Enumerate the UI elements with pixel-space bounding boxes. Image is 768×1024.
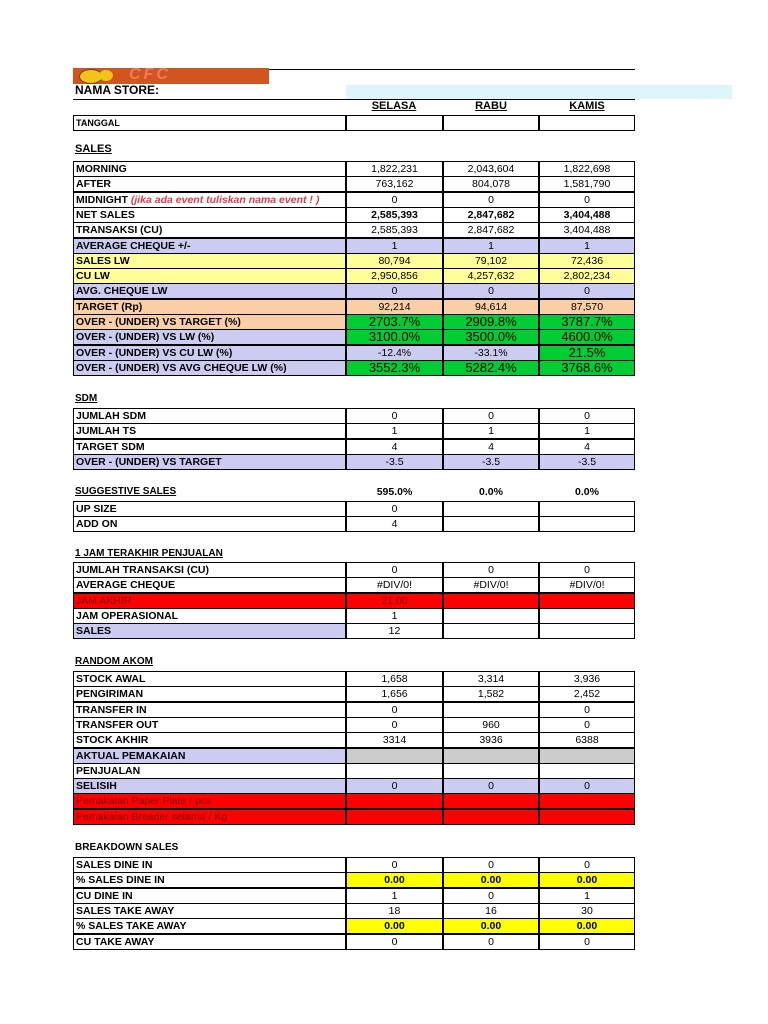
- row-label: TRANSFER OUT: [73, 717, 346, 733]
- value-cell: 1: [443, 238, 539, 254]
- value-cell: 0: [346, 934, 443, 950]
- value-cell: 804,078: [443, 176, 539, 192]
- value-cell: [443, 748, 539, 764]
- value-cell: 3314: [346, 732, 443, 748]
- row-label: AVERAGE CHEQUE +/-: [73, 238, 346, 254]
- value-cell: [539, 763, 635, 779]
- suggestive-label: SUGGESTIVE SALES: [75, 486, 177, 497]
- value-cell: 6388: [539, 732, 635, 748]
- section-sdm: SDM: [75, 393, 98, 404]
- value-cell: [539, 793, 635, 809]
- value-cell: 5282.4%: [443, 360, 539, 376]
- value-cell: 0: [539, 857, 635, 873]
- value-cell: 94,614: [443, 299, 539, 315]
- suggestive-value: 0.0%: [479, 486, 503, 498]
- value-cell: 1,581,790: [539, 176, 635, 192]
- tanggal-cell[interactable]: [539, 115, 635, 131]
- row-label: STOCK AKHIR: [73, 732, 346, 748]
- value-cell: 0.00: [443, 872, 539, 888]
- value-cell: 0: [539, 408, 635, 424]
- value-cell: 4: [443, 439, 539, 455]
- logo-text: CFC: [129, 66, 171, 83]
- value-cell: #DIV/0!: [346, 577, 443, 593]
- tanggal-cell[interactable]: [443, 115, 539, 131]
- value-cell: 1: [346, 423, 443, 439]
- row-label: TRANSFER IN: [73, 702, 346, 718]
- value-cell: 0: [443, 562, 539, 578]
- value-cell: 0: [346, 778, 443, 794]
- value-cell: [443, 763, 539, 779]
- value-cell: 0.00: [346, 918, 443, 934]
- value-cell: 80,794: [346, 253, 443, 269]
- value-cell: [346, 793, 443, 809]
- value-cell: 0.00: [539, 918, 635, 934]
- value-cell: 1: [346, 888, 443, 904]
- value-cell: 0: [539, 702, 635, 718]
- value-cell: [539, 809, 635, 825]
- value-cell: [346, 748, 443, 764]
- value-cell: 2,802,234: [539, 268, 635, 284]
- row-label: Pemakaian Paper Plate / pcs: [73, 793, 346, 809]
- suggestive-value: 0.0%: [575, 486, 599, 498]
- midnight-note: (jika ada event tuliskan nama event ! ): [130, 194, 320, 206]
- value-cell: -3.5: [539, 454, 635, 470]
- value-cell: 3768.6%: [539, 360, 635, 376]
- value-cell: [539, 593, 635, 609]
- row-label: JUMLAH TRANSAKSI (CU): [73, 562, 346, 578]
- value-cell: 2909.8%: [443, 314, 539, 330]
- row-label: NET SALES: [73, 207, 346, 223]
- value-cell: 1: [539, 888, 635, 904]
- value-cell: 79,102: [443, 253, 539, 269]
- value-cell: [539, 608, 635, 624]
- row-label: OVER - (UNDER) VS TARGET: [73, 454, 346, 470]
- store-label: NAMA STORE:: [75, 83, 159, 97]
- section-random-akom: RANDOM AKOM: [75, 656, 153, 667]
- value-cell: [443, 501, 539, 517]
- suggestive-value: 595.0%: [376, 486, 413, 498]
- value-cell: 1,582: [443, 686, 539, 702]
- value-cell: 3936: [443, 732, 539, 748]
- value-cell: 0.00: [346, 872, 443, 888]
- value-cell: [539, 516, 635, 532]
- brand-logo: [73, 68, 269, 84]
- value-cell: [443, 809, 539, 825]
- value-cell: [443, 516, 539, 532]
- value-cell: 3,314: [443, 671, 539, 687]
- value-cell: -3.5: [443, 454, 539, 470]
- value-cell: 0: [443, 408, 539, 424]
- row-label: JUMLAH TS: [73, 423, 346, 439]
- row-label: PENJUALAN: [73, 763, 346, 779]
- row-label: TARGET SDM: [73, 439, 346, 455]
- row-label: SALES LW: [73, 253, 346, 269]
- store-name-input[interactable]: [346, 85, 732, 99]
- row-label: AFTER: [73, 176, 346, 192]
- row-label: CU DINE IN: [73, 888, 346, 904]
- value-cell: 0: [443, 778, 539, 794]
- value-cell: [346, 763, 443, 779]
- value-cell: [539, 501, 635, 517]
- value-cell: [539, 748, 635, 764]
- row-label: PENGIRIMAN: [73, 686, 346, 702]
- value-cell: 2,950,856: [346, 268, 443, 284]
- value-cell: [443, 623, 539, 639]
- value-cell: 0: [346, 283, 443, 299]
- row-label: OVER - (UNDER) VS TARGET (%): [73, 314, 346, 330]
- value-cell: 0: [346, 408, 443, 424]
- day-header-selasa: SELASA: [371, 100, 417, 112]
- value-cell: 0: [443, 857, 539, 873]
- row-label: OVER - (UNDER) VS AVG CHEQUE LW (%): [73, 360, 346, 376]
- value-cell: [443, 608, 539, 624]
- value-cell: 18: [346, 903, 443, 919]
- value-cell: 0: [443, 888, 539, 904]
- value-cell: 4: [539, 439, 635, 455]
- value-cell: 1,658: [346, 671, 443, 687]
- row-label: Pemakaian Breader selama / Kg: [73, 809, 346, 825]
- value-cell: 2703.7%: [346, 314, 443, 330]
- value-cell: 0: [346, 192, 443, 208]
- value-cell: 0: [346, 717, 443, 733]
- header-rule: [269, 69, 635, 70]
- value-cell: #DIV/0!: [539, 577, 635, 593]
- value-cell: 1: [346, 608, 443, 624]
- row-label: AVG. CHEQUE LW: [73, 283, 346, 299]
- value-cell: 1: [539, 423, 635, 439]
- value-cell: 2,585,393: [346, 222, 443, 238]
- value-cell: 0: [346, 702, 443, 718]
- value-cell: [346, 809, 443, 825]
- value-cell: 3,936: [539, 671, 635, 687]
- value-cell: 21.00: [346, 593, 443, 609]
- value-cell: 2,847,682: [443, 222, 539, 238]
- value-cell: 16: [443, 903, 539, 919]
- row-label: TRANSAKSI (CU): [73, 222, 346, 238]
- row-label: % SALES TAKE AWAY: [73, 918, 346, 934]
- row-label: AKTUAL PEMAKAIAN: [73, 748, 346, 764]
- value-cell: 1: [443, 423, 539, 439]
- row-label: CU LW: [73, 268, 346, 284]
- row-label: % SALES DINE IN: [73, 872, 346, 888]
- value-cell: 21.5%: [539, 345, 635, 361]
- section-sales: SALES: [75, 143, 112, 155]
- row-label: MIDNIGHT (jika ada event tuliskan nama event ! ): [73, 192, 346, 208]
- value-cell: [443, 702, 539, 718]
- value-cell: -3.5: [346, 454, 443, 470]
- value-cell: 3552.3%: [346, 360, 443, 376]
- value-cell: 0: [539, 192, 635, 208]
- value-cell: 4,257,632: [443, 268, 539, 284]
- row-label: ADD ON: [73, 516, 346, 532]
- value-cell: 1,822,231: [346, 161, 443, 177]
- row-label: JAM AKHIR: [73, 593, 346, 609]
- value-cell: 0: [443, 192, 539, 208]
- value-cell: 12: [346, 623, 443, 639]
- tanggal-cell[interactable]: [346, 115, 443, 131]
- value-cell: 0: [539, 778, 635, 794]
- row-label: MORNING: [73, 161, 346, 177]
- value-cell: [443, 593, 539, 609]
- value-cell: 3,404,488: [539, 222, 635, 238]
- section-jam-terakhir: 1 JAM TERAKHIR PENJUALAN: [75, 548, 223, 559]
- value-cell: 3787.7%: [539, 314, 635, 330]
- row-label: UP SIZE: [73, 501, 346, 517]
- row-label: JUMLAH SDM: [73, 408, 346, 424]
- value-cell: 3500.0%: [443, 329, 539, 345]
- value-cell: 0: [539, 934, 635, 950]
- row-label: JAM OPERASIONAL: [73, 608, 346, 624]
- value-cell: 1: [346, 238, 443, 254]
- value-cell: -33.1%: [443, 345, 539, 361]
- value-cell: 72,436: [539, 253, 635, 269]
- value-cell: 0: [346, 562, 443, 578]
- row-label: SALES TAKE AWAY: [73, 903, 346, 919]
- row-label: CU TAKE AWAY: [73, 934, 346, 950]
- row-label: SELISIH: [73, 778, 346, 794]
- value-cell: 960: [443, 717, 539, 733]
- value-cell: #DIV/0!: [443, 577, 539, 593]
- value-cell: 0.00: [443, 918, 539, 934]
- value-cell: 92,214: [346, 299, 443, 315]
- value-cell: 0.00: [539, 872, 635, 888]
- value-cell: 763,162: [346, 176, 443, 192]
- value-cell: 0: [539, 283, 635, 299]
- value-cell: -12.4%: [346, 345, 443, 361]
- value-cell: 2,452: [539, 686, 635, 702]
- row-label: SALES DINE IN: [73, 857, 346, 873]
- day-header-rabu: RABU: [475, 100, 507, 112]
- value-cell: [443, 793, 539, 809]
- value-cell: 2,847,682: [443, 207, 539, 223]
- value-cell: 3,404,488: [539, 207, 635, 223]
- value-cell: 3100.0%: [346, 329, 443, 345]
- value-cell: 30: [539, 903, 635, 919]
- row-label: OVER - (UNDER) VS CU LW (%): [73, 345, 346, 361]
- value-cell: 1: [539, 238, 635, 254]
- row-label: TARGET (Rp): [73, 299, 346, 315]
- value-cell: 0: [539, 717, 635, 733]
- value-cell: 1,656: [346, 686, 443, 702]
- value-cell: [539, 623, 635, 639]
- value-cell: 0: [443, 934, 539, 950]
- value-cell: 4600.0%: [539, 329, 635, 345]
- row-label: AVERAGE CHEQUE: [73, 577, 346, 593]
- logo-chicken-icon: [99, 70, 113, 81]
- row-label: SALES: [73, 623, 346, 639]
- value-cell: 2,585,393: [346, 207, 443, 223]
- row-label: OVER - (UNDER) VS LW (%): [73, 329, 346, 345]
- row-label: STOCK AWAL: [73, 671, 346, 687]
- value-cell: 0: [346, 857, 443, 873]
- value-cell: 1,822,698: [539, 161, 635, 177]
- value-cell: 0: [443, 283, 539, 299]
- value-cell: 87,570: [539, 299, 635, 315]
- day-header-kamis: KAMIS: [569, 100, 605, 112]
- tanggal-label: TANGGAL: [73, 115, 346, 131]
- section-breakdown: BREAKDOWN SALES: [75, 842, 179, 853]
- value-cell: 2,043,604: [443, 161, 539, 177]
- value-cell: 4: [346, 439, 443, 455]
- value-cell: 0: [539, 562, 635, 578]
- value-cell: 0: [346, 501, 443, 517]
- value-cell: 4: [346, 516, 443, 532]
